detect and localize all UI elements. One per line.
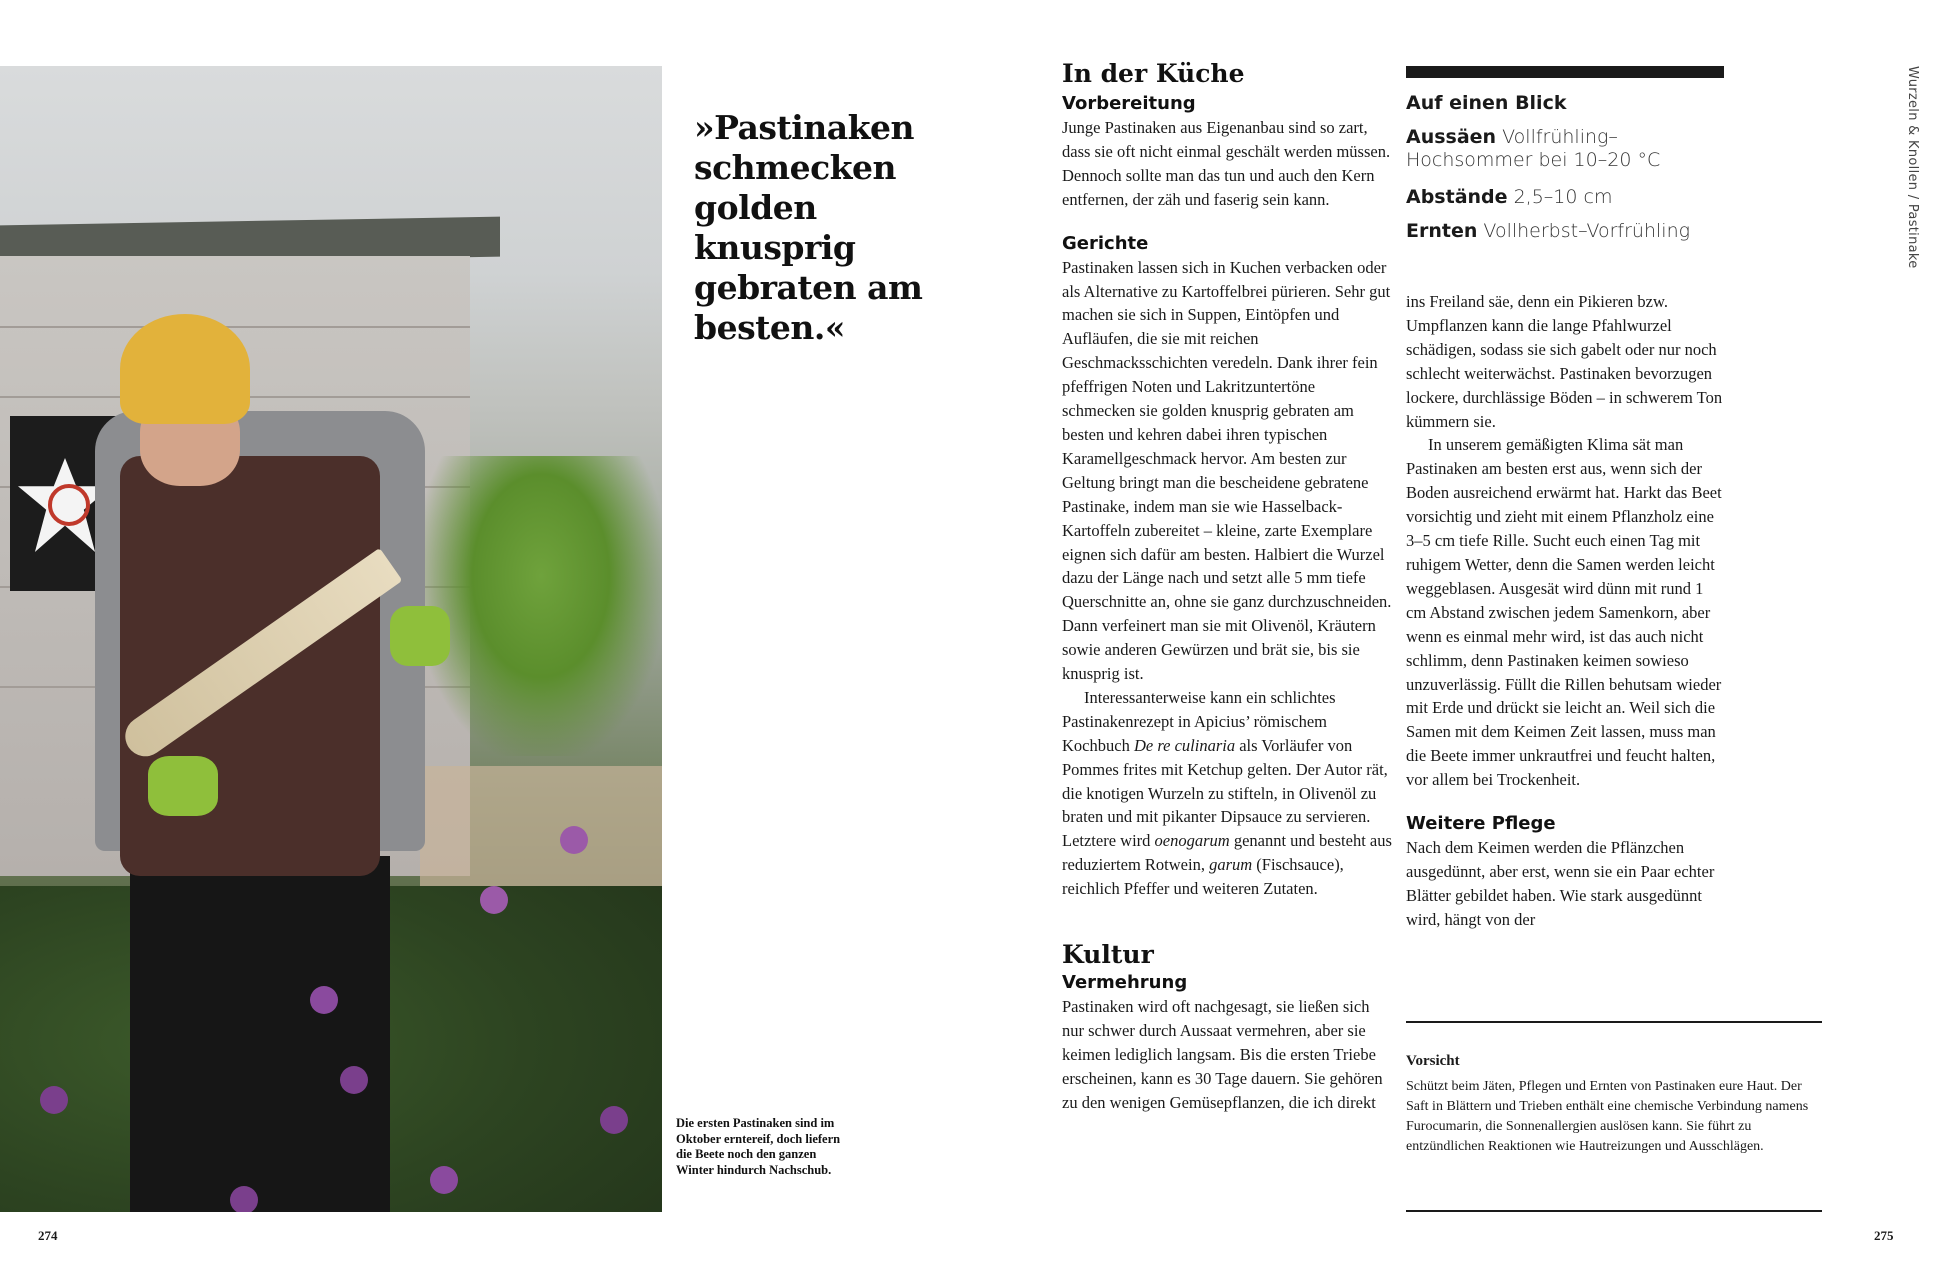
verbena-flower [340,1066,368,1094]
prohibition-sign-icon [48,484,90,526]
preparation-text: Junge Pastinaken aus Eigenanbau sind so zart, dass sie oft nicht einmal geschält werden müssen. Dennoch sollte man das tun und auch den Kern entfernen, der zäh und faserig sein kann. [1062,118,1391,209]
caution-bottom-rule [1406,1210,1822,1212]
dishes-text [1062,256,1392,901]
further-care-text: Nach dem Keimen werden die Pflänzchen ausgedünnt, aber erst, wenn sie ein Paar echter Blätter gebildet haben. Wie stark ausgedünnt wird, hängt von der [1406,838,1715,929]
verbena-flower [560,826,588,854]
culture-paragraph-1: ins Freiland säe, denn ein Pikieren bzw. Umpflanzen kann die lange Pfahlwurzel schädigen, sodass sie sich gabelt oder nur noch schlecht weiterwächst. Pastinaken bevorzugen lockere, durchlässige Böden – in schwerem Ton kümmern sie. [1406,292,1723,431]
dishes-paragraph-2: Interessanterweise kann ein schlichtes Pastinakenrezept in Apicius’ römischem Kochbuch De re culinaria als Vorläufer von Pommes frites mit Ketchup gelten. Der Autor rät, die knotigen Wurzeln zu stifteln, in Olivenöl zu braten und mit pikanter Dipsauce zu servieren. Letztere wird oenogarum genannt und besteht aus reduziertem Rotwein, garum (Fischsauce), reichlich Pfeffer und weiteren Zutaten. [1062,687,1392,899]
verbena-flower [600,1106,628,1134]
culture-paragraph-2: In unserem gemäßigten Klima sät man Pastinaken am besten erst aus, wenn sich der Boden ausreichend erwärmt hat. Harkt das Beet vorsichtig und zieht mit einem Pflanzholz eine 3–5 cm tiefe Rille. Sucht euch einen Tag mit ruhigem Wetter, denn die Samen werden leicht weggeblasen. Ausgesät wird dünn mit rund 1 cm Abstand zwischen jedem Samenkorn, aber wenn es einmal mehr wird, ist das auch nicht schlimm, denn Pastinaken keimen sowieso unzuverlässig. Füllt die Rillen behutsam wieder mit Erde und drückt sie leicht an. Weil sich die Samen mit dem Keimen Zeit lassen, muss man die Beete immer unkrautfrei und feucht halten, vor allem bei Trockenheit. [1406,435,1722,790]
verbena-flower [480,886,508,914]
caution-heading: Vorsicht [1406,1053,1460,1069]
photo-caption: Die ersten Pastinaken sind im Oktober erntereif, doch liefern die Beete noch den ganzen Winter hindurch Nachschub. [676,1116,841,1177]
yellow-beanie [120,314,250,424]
page-number-left: 274 [38,1228,58,1243]
book-title: De re culinaria [1133,735,1236,755]
green-glove [390,606,450,666]
photo-gardener-parsnips [0,66,662,1212]
glance-bar [1406,66,1724,78]
verbena-flower [40,1086,68,1114]
caution-text: Schützt beim Jäten, Pflegen und Ernten von Pastinaken eure Haut. Der Saft in Blättern und Trieben enthält eine chemische Verbindung namens Furocumarin, die Sonnenallergien auslösen kann. Sie führt zu entzündlichen Reaktionen wie Hautreizungen und Ausschlägen. [1406,1079,1809,1154]
section-title-kitchen: In der Küche [1062,59,1245,88]
subheading-preparation: Vorbereitung [1062,93,1196,114]
subheading-further-care: Weitere Pflege [1406,813,1556,835]
section-title-culture: Kultur [1062,940,1154,970]
verbena-flower [310,986,338,1014]
subheading-propagation: Vermehrung [1062,972,1188,994]
green-glove [148,756,218,816]
running-head: Wurzeln & Knollen / Pastinake [1905,66,1920,269]
person-trousers [130,856,390,1212]
dishes-paragraph-1: Pastinaken lassen sich in Kuchen verbacken oder als Alternative zu Kartoffelbrei pürieren. Sehr gut machen sie sich in Suppen, Eintöpfen und Aufläufen, die sie mit reichen Geschmacksschichten veredeln. Dank ihrer fein pfeffrigen Noten und Lakritzuntertöne schmecken sie golden knusprig gebraten am besten und kehren dabei ihren typischen Karamellgeschmack hervor. Am besten zur Geltung bringt man die bescheidene gebratene Pastinake, indem man sie wie Hasselback-Kartoffeln zubereitet – kleine, zarte Exemplare eignen sich dafür am besten. Halbiert die Wurzel dazu der Länge nach und setzt alle 5 mm tiefe Querschnitte an, ohne sie ganz durchzuschneiden. Dann verfeinert man sie mit Olivenöl, Kräutern sowie anderen Gewürzen und brät sie, bis sie knusprig ist. [1062,257,1392,684]
column-kitchen [1062,58,1392,1115]
glance-title: Auf einen Blick [1406,92,1567,114]
parsnip-leaves [420,456,662,756]
page-number-right: 275 [1874,1228,1894,1243]
propagation-text: Pastinaken wird oft nachgesagt, sie ließen sich nur schwer durch Aussaat vermehren, aber sie keimen lediglich langsam. Bis die ersten Triebe erscheinen, kann es 30 Tage dauern. Sie gehören zu den wenigen Gemüsepflanzen, die ich direkt [1062,997,1383,1112]
glance-item-sow: Aussäen Vollfrühling–Hochsommer bei 10–20 °C [1406,126,1661,171]
verbena-flower [230,1186,258,1212]
subheading-dishes: Gerichte [1062,232,1149,254]
column-culture-continued [1406,290,1726,932]
glance-item-spacing: Abstände 2,5–10 cm [1406,186,1613,208]
shed-plank [0,326,470,328]
verbena-flower [430,1166,458,1194]
caution-top-rule [1406,1021,1822,1023]
pull-quote: »Pastinaken schmecken golden knusprig gebraten am besten.« [694,108,923,347]
glance-item-harvest: Ernten Vollherbst–Vorfrühling [1406,220,1691,242]
